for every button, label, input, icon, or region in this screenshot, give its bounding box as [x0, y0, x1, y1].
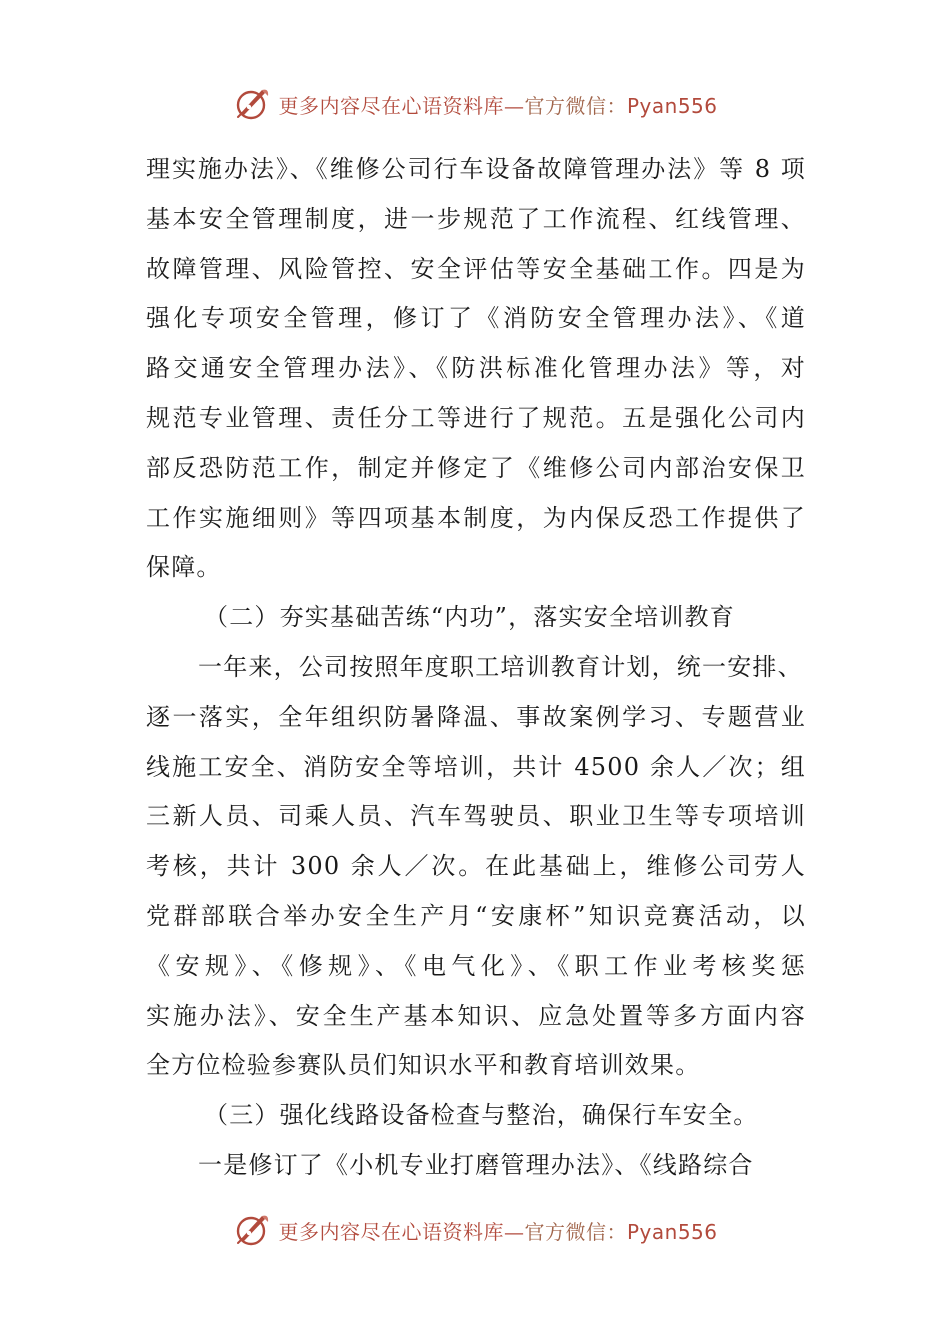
document-body [146, 145, 806, 1191]
banner-separator: — [503, 93, 525, 118]
section-heading: （三）强化线路设备检查与整治，确保行车安全。 [204, 1101, 759, 1130]
banner-wechat-id: Pyan556 [626, 1219, 718, 1244]
body-line: 理实施办法》、《维修公司行车设备故障管理办法》等 8 项 [146, 155, 806, 183]
body-line: 部反恐防范工作，制定并修定了《维修公司内部治安保卫 [146, 453, 806, 482]
header-banner [0, 82, 950, 126]
body-line: 规范专业管理、责任分工等进行了规范。五是强化公司内 [146, 403, 806, 432]
body-line: 实施办法》、安全生产基本知识、应急处置等多方面内容 [146, 1001, 806, 1030]
footer-banner [0, 1208, 950, 1252]
banner-text [278, 1216, 717, 1245]
body-line: 强化专项安全管理，修订了《消防安全管理办法》、《道 [146, 304, 806, 333]
banner-separator: — [503, 1219, 525, 1244]
section-heading: （二）夯实基础苦练“内功”，落实安全培训教育 [204, 603, 735, 632]
body-line: 党群部联合举办安全生产月“安康杯”知识竞赛活动，以 [146, 901, 806, 930]
body-line: 路交通安全管理办法》、《防洪标准化管理办法》等，对 [146, 354, 806, 383]
body-line: 保障。 [146, 553, 222, 582]
banner-main-text: 更多内容尽在心语资料库 [278, 93, 504, 118]
body-line: 逐一落实，全年组织防暑降温、事故案例学习、专题营业 [146, 702, 806, 731]
body-line: 三新人员、司乘人员、汽车驾驶员、职业卫生等专项培训 [146, 802, 806, 831]
body-line: 《安规》、《修规》、《电气化》、《职工作业考核奖惩 [146, 951, 806, 980]
body-line: 一是修订了《小机专业打磨管理办法》、《线路综合 [198, 1150, 754, 1179]
body-line: 线施工安全、消防安全等培训，共计 4500 余人／次；组 [146, 752, 806, 781]
body-line: 全方位检验参赛队员们知识水平和教育培训效果。 [146, 1051, 701, 1080]
banner-wechat-label: 官方微信： [524, 93, 627, 118]
body-line: 基本安全管理制度，进一步规范了工作流程、红线管理、 [146, 204, 806, 233]
body-line: 考核，共计 300 余人／次。在此基础上，维修公司劳人 [146, 852, 806, 881]
banner-main-text: 更多内容尽在心语资料库 [278, 1219, 504, 1244]
body-line: 故障管理、风险管控、安全评估等安全基础工作。四是为 [146, 254, 806, 283]
quill-pen-circle-icon [232, 84, 272, 124]
banner-wechat-label: 官方微信： [524, 1219, 627, 1244]
body-line: 工作实施细则》等四项基本制度，为内保反恐工作提供了 [146, 503, 806, 532]
banner-wechat-id: Pyan556 [626, 93, 718, 118]
banner-text [278, 90, 717, 119]
body-line: 一年来，公司按照年度职工培训教育计划，统一安排、 [198, 652, 803, 681]
quill-pen-circle-icon [232, 1210, 272, 1250]
